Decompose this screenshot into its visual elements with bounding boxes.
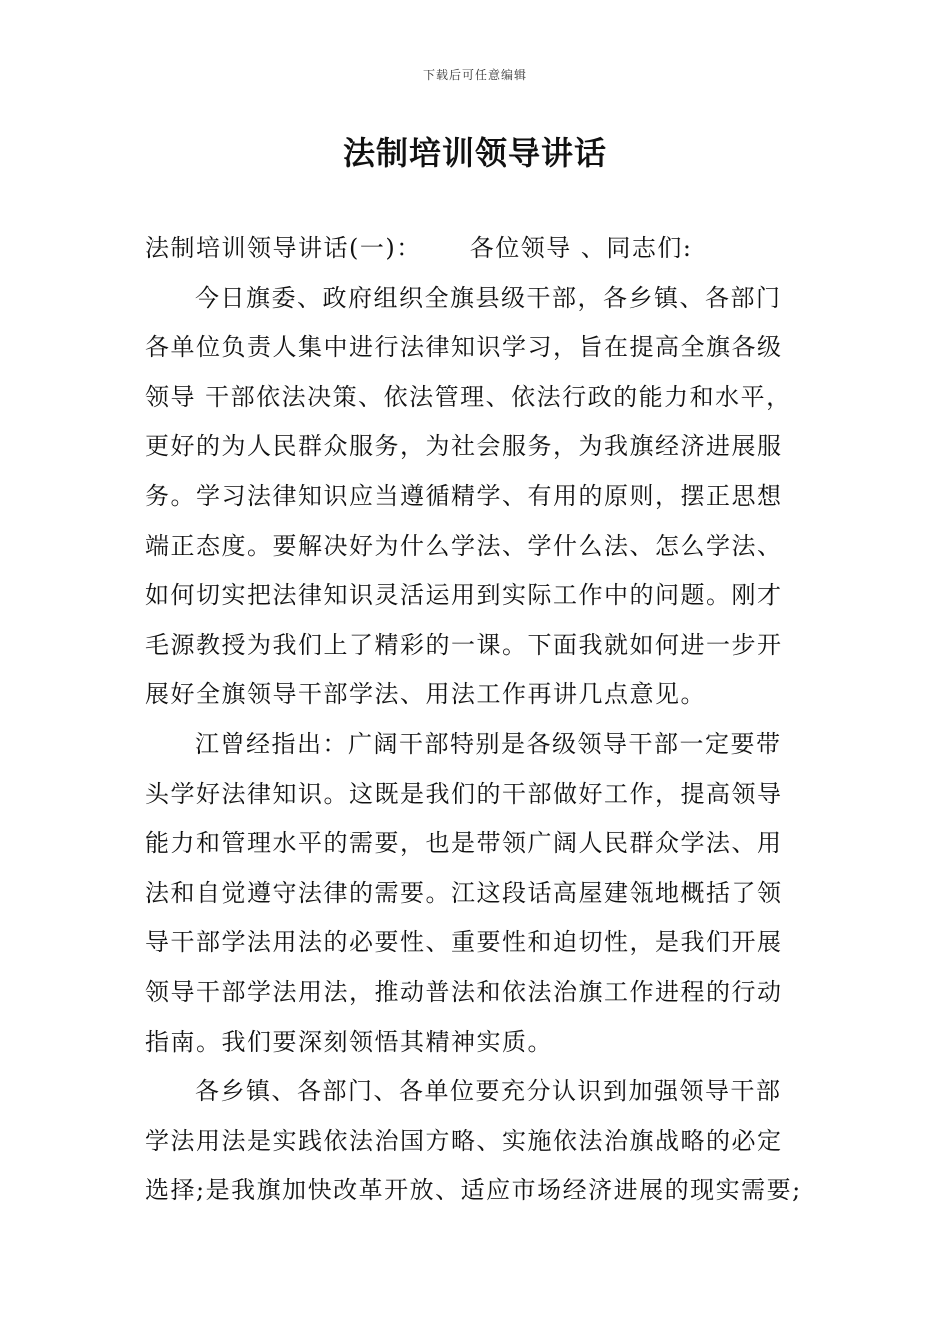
paragraph-line: 务。学习法律知识应当遵循精学、有用的原则，摆正思想: [145, 481, 783, 510]
paragraph-line: 如何切实把法律知识灵活运用到实际工作中的问题。刚才: [145, 581, 783, 610]
paragraph-line: 领导 干部依法决策、依法管理、依法行政的能力和水平，: [145, 382, 792, 411]
paragraph-line: 领导干部学法用法，推动普法和依法治旗工作进程的行动: [145, 977, 783, 1006]
paragraph-line: 选择;是我旗加快改革开放、适应市场经济进展的现实需要;: [145, 1176, 802, 1205]
paragraph-line: 各单位负责人集中进行法律知识学习，旨在提高全旗各级: [145, 333, 783, 362]
paragraph-line: 今日旗委、政府组织全旗县级干部，各乡镇、各部门: [195, 283, 782, 312]
paragraph-line: 指南。我们要深刻领悟其精神实质。: [145, 1027, 553, 1056]
paragraph: [145, 720, 810, 1067]
paragraph-line: 江曾经指出：广阔干部特别是各级领导干部一定要带: [195, 729, 782, 758]
paragraph-line: 头学好法律知识。这既是我们的干部做好工作，提高领导: [145, 779, 783, 808]
paragraph-line: 更好的为人民群众服务，为社会服务，为我旗经济进展服: [145, 432, 783, 461]
paragraph: [145, 274, 810, 720]
paragraph-line: 学法用法是实践依法治国方略、实施依法治旗战略的必定: [145, 1126, 783, 1155]
paragraph-line: 法和自觉遵守法律的需要。江这段话高屋建瓴地概括了领: [145, 878, 783, 907]
paragraph-line: 导干部学法用法的必要性、重要性和迫切性，是我们开展: [145, 928, 783, 957]
paragraph-line: 能力和管理水平的需要，也是带领广阔人民群众学法、用: [145, 829, 783, 858]
document-body: [145, 224, 810, 1216]
paragraph-line: 展好全旗领导干部学法、用法工作再讲几点意见。: [145, 680, 706, 709]
paragraph-line: 毛源教授为我们上了精彩的一课。下面我就如何进一步开: [145, 630, 783, 659]
intro-line: [145, 224, 810, 274]
document-title: 法制培训领导讲话: [342, 134, 607, 172]
intro-salutation: 各位领导 、同志们:: [469, 234, 693, 262]
intro-heading: 法制培训领导讲话(一)：: [145, 234, 422, 262]
paragraph-line: 各乡镇、各部门、各单位要充分认识到加强领导干部: [195, 1077, 782, 1106]
paragraph: [145, 1067, 810, 1216]
paragraph-line: 端正态度。要解决好为什么学法、学什么法、怎么学法、: [145, 531, 783, 560]
paragraphs: [145, 274, 810, 1216]
header-note: 下载后可任意编辑: [422, 68, 527, 82]
